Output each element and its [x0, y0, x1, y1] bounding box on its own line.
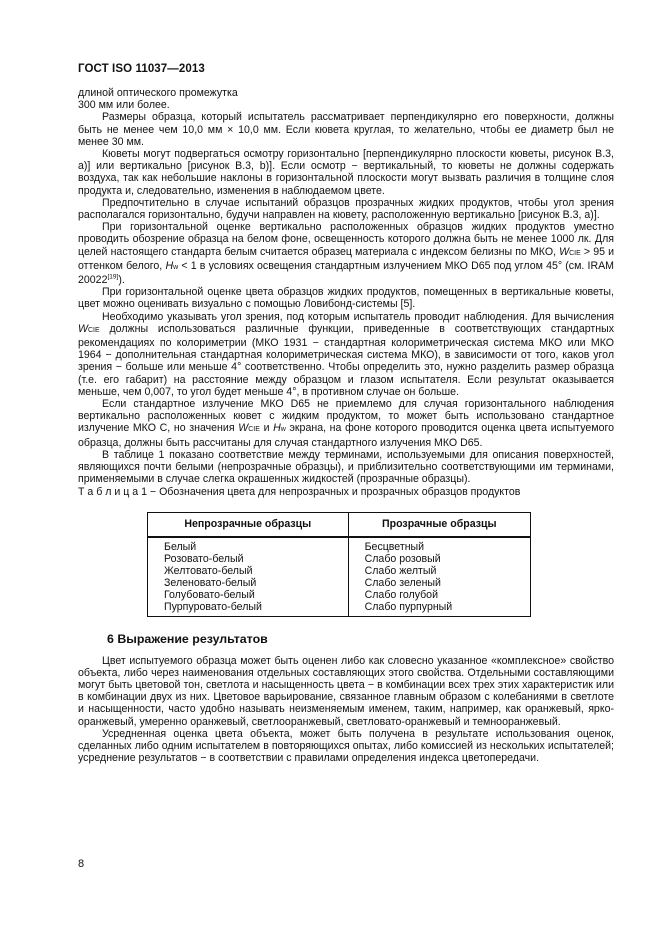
color-terms-table [147, 512, 531, 618]
symbol: W [559, 245, 570, 258]
section-heading: 6 Выражение результатов [107, 632, 268, 647]
paragraph: 300 мм или более. [78, 99, 170, 112]
paragraph: Усредненная оценка цвета объекта, может быть получена в результате использования оценок, сделанных либо одним испытателем в повторяющихся опытах, либо комиссией из нескольких испытателей; усреднение результатов − в соответствии с правилами определения индекса цветопередачи. [78, 727, 614, 765]
table-cell: Белый [148, 537, 349, 553]
table-caption [78, 486, 614, 498]
paragraph: длиной оптического промежутка [78, 87, 238, 99]
text-run: Необходимо указывать угол зрения, под которым испытатель проводит наблюдения. Для вычисления [102, 310, 614, 323]
table-row [148, 589, 531, 601]
symbol: W [78, 322, 88, 335]
reference: [19] [107, 273, 119, 281]
table-header-opaque: Непрозрачные образцы [148, 512, 349, 537]
table-cell: Слабо желтый [348, 565, 530, 577]
table-cell: Голубовато-белый [148, 589, 349, 601]
paragraph: Предпочтительно в случае испытаний образцов прозрачных жидких продуктов, чтобы угол зрения располагался горизонтально, будучи направлен на кювету, расположенную вертикально [рисунок B.3, a)]. [78, 196, 614, 222]
symbol: H [165, 259, 174, 272]
paragraph: При горизонтальной оценке цвета образцов жидких продуктов, помещенных в вертикальные кюветы, цвет можно оценивать визуально с помощью Ловибонд-системы [5]. [78, 286, 614, 311]
caption-label: Т а б л и ц а [78, 485, 139, 498]
subscript: CIE [569, 249, 581, 257]
text-run: Если стандартное излучение МКО D65 не приемлемо для случая горизонтального наблюдения вертикально расположенных кювет с жидким продуктом, то может быть использовано стандартное излучение МКО C, но значения [78, 398, 614, 435]
table-cell: Розовато-белый [148, 553, 349, 565]
table-cell: Желтовато-белый [148, 565, 349, 577]
paragraph: Кюветы могут подвергаться осмотру горизонтально [перпендикулярно плоскости кюветы, рисунок B.3, a)] или вертикально [рисунок B.3, b)]. Если осмотр − вертикальный, то кюветы не должны содержать воздуха, так как небольшие наклоны в горизонтальной плоскости могут вызвать различия в толщине слоя продукта и, следовательно, изменения в наблюдаемом цвете. [78, 148, 614, 197]
paragraph [78, 221, 614, 286]
paragraph [78, 311, 614, 398]
table-cell: Слабо розовый [348, 553, 530, 565]
text-run: экрана, на фоне которого проводится оценка цвета испытуемого образца, должны быть рассчитаны для случая стандартного излучения МКО D65. [78, 422, 614, 449]
symbol: H [273, 422, 281, 435]
text-run: > 95 и оттенком белого, [78, 245, 614, 272]
paragraph [78, 398, 614, 449]
paragraph: В таблице 1 показано соответствие между терминами, используемыми для описания поверхностей, являющихся почти белыми (непрозрачные образцы), и приблизительно соответствующими им терминами, применяемыми в случае слегка окрашенных жидкостей (прозрачные образцы). [78, 448, 614, 486]
table-row [148, 565, 531, 577]
paragraph: Цвет испытуемого образца может быть оценен либо как словесно указанное «комплексное» свойство объекта, либо через наименования отдельных составляющих этого свойства. Отдельными составляющими могут быть цветовой тон, светлота и насыщенность цвета − в комбинации всех трех этих характеристик или в комбинации двух из них. Цветовое варьирование, связанное главным образом с колебаниями в светлоте и насыщенности, часто удобно называть неизменяемым именем, таким, например, как оранжевый, ярко-оранжевый, умеренно оранжевый, светлооранжевый, светловато-оранжевый и темнооранжевый. [78, 654, 614, 728]
page-content [78, 87, 614, 764]
subscript: CIE [88, 326, 100, 334]
caption-text: 1 − Обозначения цвета для непрозрачных и прозрачных образцов продуктов [138, 485, 521, 498]
subscript: CIE [248, 426, 260, 434]
table-row [148, 537, 531, 553]
page-number: 8 [78, 858, 85, 870]
table-cell: Пурпуровато-белый [148, 601, 349, 617]
text-run: < 1 в условиях освещения стандартным излучением МКО D65 под углом 45° (см. IRAM 20022 [78, 259, 614, 287]
paragraph: Размеры образца, который испытатель рассматривает перпендикулярно его поверхности, должны быть не менее чем 10,0 мм × 10,0 мм. Если кювета круглая, то желательно, чтобы ее диаметр был не менее 30 мм. [78, 111, 614, 148]
table-cell: Слабо голубой [348, 589, 530, 601]
table-row [148, 601, 531, 617]
document-header: ГОСТ ISO 11037—2013 [78, 63, 205, 75]
table-cell: Слабо зеленый [348, 577, 530, 589]
text-run: При горизонтальной оценке вертикально расположенных образцов жидких продуктов уместно проводить обозрение образца на белом фоне, освещенность которого должна быть не менее 1000 лк. Для целей настоящего стандарта белым считается образец материала с индексом белизны по МКО, [78, 221, 614, 258]
subscript: w [280, 426, 286, 434]
table-row [148, 577, 531, 589]
subscript: w [173, 263, 179, 271]
table-row [148, 553, 531, 565]
text-run: должны использоваться различные функции, приведенные в соответствующих стандартных рекомендациях по колориметрии (МКО 1931 − стандартная колориметрическая система МКО или МКО 1964 − дополнительная стандартная колориметрическая система МКО), в зависимости от того, каков угол зрения − больше или меньше 4° соответственно. Чтобы определить это, нужно разделить размер образца (т.е. его габарит) на расстояние между образцом и глазом испытателя. Если результат оказывается меньше, чем 0,007, то угол будет меньше 4°, в противном случае он больше. [78, 322, 614, 398]
symbol: W [238, 422, 249, 435]
table-cell: Бесцветный [348, 537, 530, 553]
table-cell: Слабо пурпурный [348, 601, 530, 617]
text-run: и [259, 422, 274, 435]
text-run: ). [118, 274, 125, 287]
table-header-transparent: Прозрачные образцы [348, 512, 530, 537]
table-cell: Зеленовато-белый [148, 577, 349, 589]
